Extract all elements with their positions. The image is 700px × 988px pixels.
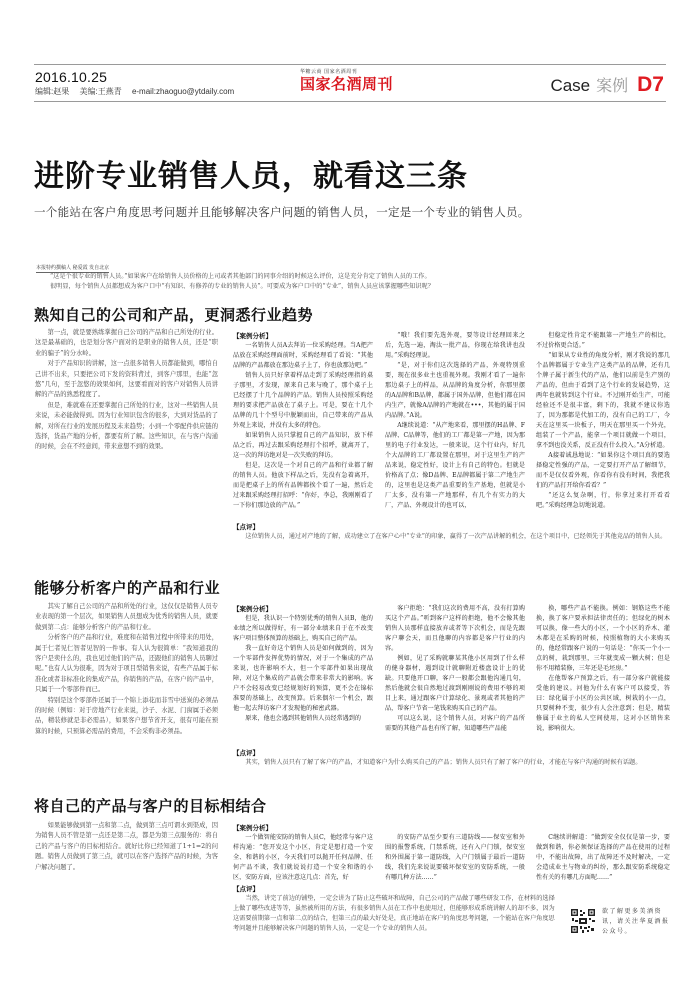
section-body — [35, 602, 218, 737]
designer-name: 美编:王燕青 — [79, 87, 122, 96]
body-paragraph: 其实了解自己公司的产品和所处的行业，这仅仅是销售人员专业表现的第一个层次，如果销售人员想成为优秀的销售人员，就要做到第二点：能够分析客户的产品和行业。 — [35, 603, 218, 631]
comment-box — [233, 522, 673, 542]
case-analysis-col-1 — [233, 604, 373, 724]
case-paragraph: 如果销售人员只掌握自己的产品知识，放下样品之后，再过去跟采购经理打个招呼，就离开了，这一次的拜访绝对是一次失败的拜访。 — [233, 432, 373, 459]
section-title: 熟知自己的公司和产品，更洞悉行业趋势 — [34, 306, 314, 324]
comment-label: 【点评】 — [233, 885, 259, 893]
section-body — [35, 821, 218, 873]
lead-paragraph: 很明显，每个销售人员都想成为客户口中“有知识、有修养的专业的销售人员”。可要成为客户口中的“专业”，销售人员应该掌握哪些知识呢？ — [50, 283, 434, 290]
case-paragraph: “是，对于你们这次选择的产品，外观特别重要，现在很多业主也重视外观。我刚才看了一遍你那边桌子上的样品，从品牌的角度分析，你那里摆的A品牌和B品牌，都属于国外品牌，但他们都在国内生产，就像A品牌的产地就在•••，其他的属于国内品牌。”A说。 — [385, 362, 525, 419]
case-paragraph: 但稳定性肯定不能跟第一产地生产的相比，不过价格更合适。” — [536, 332, 670, 349]
section-body — [35, 328, 218, 453]
body-paragraph: 但是，难就难在还要掌握自己所处的行业，这对一些销售人员来说，未必能做得到。因为行业知识包含的很多，大到对货品的了解，对所在行业的发展历程及未来趋势；小到一个零配件供应链的选择，货品产地的分析，都要有所了解。这些知识，在与客户沟通的时候，会在不经意间，带来意想不到的效果。 — [35, 401, 218, 451]
section-name-en: Case — [550, 76, 591, 95]
case-label: 【案例分析】 — [233, 332, 272, 340]
case-analysis-col-3 — [536, 331, 670, 511]
comment-box — [233, 884, 559, 934]
editor-name: 编辑:赵果 — [35, 87, 70, 96]
issue-date: 2016.10.25 — [35, 69, 108, 85]
case-paragraph: 但是，我认识一个特别优秀的销售人员B，他的业绩之所以做得好，有一部分业绩来自于在不改变客户项目整体预算的基础上，购买自己的产品。 — [233, 615, 373, 642]
section-label — [550, 73, 664, 97]
header-top-rule — [34, 64, 666, 65]
case-paragraph: 销售人员只好拿着样品走到了采购经理指的桌子那里，才发现，原来自己来与晚了，那个桌子上已经摆了十几个品牌的产品。销售人员按照采购经理的要求把产品放在了桌子上。可是，要在十几个品牌的几十个型号中脱颖而出，自己带来的产品从外观上来说，并没有太多的特色。 — [233, 372, 373, 429]
comment-text: 这位销售人员，通过对产地的了解，成功建立了在客户心中“专业”的印象，赢得了一次产品讲解的机会，在这个项目中，已经领先于其他竞品的销售人员。 — [245, 533, 667, 540]
lead-paragraphs — [50, 272, 610, 292]
case-analysis-col-1 — [233, 823, 373, 883]
body-paragraph: 第一点，就是要熟练掌握自己公司的产品和自己所处的行业。这是最基础的，也是划分客户面对的是职业的销售人员，还是“职业的骗子”的分水岭。 — [35, 329, 218, 357]
case-paragraph: 可以这么说，这个销售人员，对客户的产品所需要的其他产品也有所了解，知道哪些产品能 — [385, 715, 525, 732]
case-paragraph: “还这么复杂啊，行，你拿过来打开看看吧。”采购经理急切地说道。 — [536, 492, 670, 509]
case-analysis-col-2 — [385, 833, 525, 883]
case-paragraph: 的安防产品至少要有三道防线——保安室和外围的报警系统，门禁系统，还有入户门锁，保安室和外围属于第一道防线，入户门锁属于最后一道防线，我们先来说说要破坏保安室的安防系统，一般有哪几种方法……” — [385, 834, 525, 881]
comment-label: 【点评】 — [233, 749, 259, 757]
masthead — [300, 68, 393, 93]
case-paragraph: 一名销售人员A去拜访一位采购经理。当A把产品放在采购经理面前时，采购经理看了看说：“其他品牌的产品都放在那边桌子上了，你也放那边吧。” — [233, 342, 373, 369]
case-paragraph: 在他帮客户预算之后，有一部分客户就能接受他的建议。河他为什么有客户可以接受，答曰：绿化属于小区的公共区域，树栽的小一点，只要树种不变，很少有人会注意到；但是，精装修属于业主的私人空间使用，这对小区销售来说，影响很大。 — [536, 675, 670, 732]
lead-paragraph: “这是个很专业的销售人员。”如果客户在给销售人员价格的上司或者其他部门的同事介绍的时候这么评价，这是充分肯定了销售人员的工作。 — [50, 273, 431, 280]
case-paragraph: 原来，他也会遇到其他销售人员经常遇到的 — [245, 715, 361, 722]
editor-email[interactable]: e-mail:zhaoguo@ytdaily.com — [131, 87, 235, 96]
case-paragraph: 一个做智能安防的销售人员C，他经常与客户这样沟通：“您开发这个小区，肯定是想打造一个安全、和谐的小区，今天我们可以抛开任何品牌、任何产品不谈，我们就说说打造一个安全和谐的小区，安防方面，应该注意这几点：首先，好 — [233, 834, 373, 881]
article-subtitle: 一个能站在客户角度思考问题并且能够解决客户问题的销售人员，一定是一个专业的销售人员。 — [34, 205, 530, 219]
case-analysis-col-2 — [385, 331, 525, 511]
masthead-title: 国家名酒周刊 — [300, 75, 394, 93]
header-bottom-rule — [34, 101, 666, 102]
body-paragraph: 如果能够做到第一点和第二点，做到第三点可谓水到渠成，因为销售人员不管是第一点还是第二点，都是为第三点服务的：将自己的产品与客户的目标相结合。就好比你已经知道了1+1=2的问题。销售人员做到了第三点，就可以在客户选择产品的时候，为客户解决问题了。 — [35, 822, 218, 871]
case-paragraph: “如果从专业性的角度分析，刚才我说的那几个品牌都属于专业生产这类产品的品牌，还有几个牌子属于新生代的产品，他们以前是生产别的产品的，但由于看到了这个行业的发展趋势，这两年也就转到这个行业。不过刚开始生产，可能经验还不是很丰富，剩下的，我就不建议你选了，因为那都是代加工的，没有自己的工厂，今天在这里买一块板子，明天在那里买一个外壳，组装了一个产品，能拿一个项目就做一个项目，拿不到也没关系，反正没有什么投入。”A分析道。 — [536, 352, 670, 449]
case-label: 【案例分析】 — [233, 605, 272, 613]
case-paragraph: A接着诚恳地说：“如果你这个项目真的要选择稳定性强的产品，一定要打开产品了解细节，而不是仅仅看外观，你看你有没有时间，我把我们的产品打开给你看看？” — [536, 452, 670, 489]
body-paragraph: 分析客户的产品和行业，难度和在销售过程中所带来的用处，属于仁者见仁智者见智的一件事。有人认为很简单：“我知道我的客户是卖什么的，我也见过他们的产品，还跟他们的销售人员聊过呢。”也有人认为很难，因为对于项目型销售来说，有些产品属于标准化或者非标准化的集成产品，你销售的产品，在客户的产品中，只属于一个零部件而已。 — [35, 634, 218, 694]
case-paragraph: 客户拒绝：“我们这次的费用不高，没有打算购买这个产品。”听到客户这样的拒绝，他不会像其他销售人员那样直接放弃或者等下次机会，而是先跟客户聊会天，而且他聊的内容都是客户行业的内容。 — [385, 605, 525, 652]
comment-text: 当然，讲完了前边的铺垫，一定会讲为了防止这些破坏和故障，自己公司的产品做了哪些研发工作，在材料的选择上做了哪些改进等等，虽然被所用的方法，有很多销售人员在工作中也使用过，但能够形成系统讲解人的却不多，因为这需要前期第一点和第二点的结合，但第三点的最大好处是，真正地站在客户的角度思考问题，一个能站在客户角度思考问题并且能够解决客户问题的销售人员，一定是一个专业的销售人员。 — [233, 895, 555, 932]
body-paragraph: 对于产品知识的讲解，这一点很多销售人员都能做到，哪怕自己讲不出来，只要把公司下发的资料背过，到客户那里，也能“忽悠”几句，至于忽悠的效果如何，这要看面对的客户对销售人员讲解的产品的熟悉程度了。 — [35, 360, 218, 399]
case-analysis-col-3 — [536, 604, 670, 734]
case-paragraph: C继续讲解道：“做到安全仅仅是第一步，要做到和谐，你必须保证选择的产品在使用的过程中，不能出故障，出了故障还不及时解决，一定会造成业主与物业的纠纷，那么跟安防系统稳定性有关的有哪几方面呢……” — [536, 834, 670, 881]
qr-caption: 欲了解更多美酒资讯，请关注华夏酒报公众号。 — [602, 908, 670, 935]
case-analysis-col-1 — [233, 331, 373, 511]
case-label: 【案例分析】 — [233, 824, 272, 832]
comment-label: 【点评】 — [233, 523, 259, 531]
case-paragraph: 但是，这次是一个对自己的产品和行业都了解的销售人员。他放下样品之后，先没有急着离开，而是把桌子上的所有品牌都挨个看了一遍，然后走过来跟采购经理打招呼：“你好，李总，我刚刚看了一下你们那边放的产品。” — [233, 462, 373, 509]
section-title: 能够分析客户的产品和行业 — [34, 579, 221, 597]
case-paragraph: “哦！我们要先选外观，要等设计经理回来之后，先选一遍，淘汰一批产品，你现在给我讲也没用。”采购经理说。 — [385, 332, 525, 359]
case-paragraph: A继续说道：“从产地来看，那里摆的H品牌、F品牌、C品牌等，他们的工厂都是第一产地，因为那里的电子行业发达，一般来说，这个行业内，好几个大品牌的工厂都设置在那里，对于这里生产的产品来说，稳定性好，设计上有自己的特色。但就是价格高了点；像D品牌、E品牌都属于第二产地生产的，这里也是这类产品重要的生产基地，但就是小厂太多，没有第一产地那样，有几个有实力的大厂，产品、外观设计的也可以， — [385, 422, 525, 509]
comment-text: 其实，销售人员只有了解了客户的产品，才知道客户为什么购买自己的产品；销售人员只有了解了客户的行业，才能在与客户沟通的时候有话题。 — [245, 759, 642, 766]
comment-box — [233, 748, 673, 768]
masthead-logo-text: 华糖云商 国家名酒周刊 — [300, 69, 358, 75]
case-analysis-col-3 — [536, 833, 670, 883]
case-paragraph: 我一直好奇这个销售人员是如何做到的，因为一个零部件发挥优势的情况，对于一个集成的产品来说，也许影响不大，但一个零部件如果出现故障，对这个集成的产品就会带来非常大的影响。客户不会轻易改变已经规划好的预算，更不会在锦标准要的基础上，改变预算。后来偶尔一个机会，跟他一起去拜访客户才发现他的秘密武器。 — [233, 645, 373, 712]
case-analysis-col-2 — [385, 604, 525, 734]
case-paragraph: 例如，见了采购就聊某其他小区用到了什么样的健身器材，遇到设计就聊附近楼盘设计上的优缺。只要他开口聊，客户一般都会跟他沟通几句，然后他就会很自然地过渡到刚刚说的费用不够的项目上来，通过跟客户计算绿化、景观或者其他的产品，帮客户节省一笔钱来购买自己的产品。 — [385, 655, 525, 712]
case-paragraph: 换，哪些产品不能换。例如：钢筋这些不能换，换了客户要承担法律责任的；但绿化的树木可以换，像一些大的小区，一个小区的乔木、灌木都是在采购的时候，按照植物的大小来购买的，他经常跟客户说的一句话是：“你买一个小一点的树，栽到那里，三年就变成一颗大树；但是你不用精装修，三年还是毛坯房。” — [536, 605, 670, 672]
byline: 本报特约撰稿人 秘爱霞 发自北京 — [36, 265, 110, 271]
section-name-cn: 案例 — [596, 76, 629, 95]
article-title: 进阶专业销售人员，就看这三条 — [34, 159, 468, 194]
section-title: 将自己的产品与客户的目标相结合 — [34, 797, 267, 815]
page-number: D7 — [637, 73, 664, 96]
editor-line — [35, 86, 242, 97]
body-paragraph: 特别是这个零部件还属于一个锦上添花而非雪中送炭的必须品的时候（例如：对于房地产行业来说，沙子、水泥、门窗属于必须品，精装修就是非必需品），如果客户想节省开支，很有可能在预算的时候，只预算必需品的费用，不会采购非必须品。 — [35, 696, 218, 735]
qr-code-icon[interactable] — [570, 908, 596, 934]
